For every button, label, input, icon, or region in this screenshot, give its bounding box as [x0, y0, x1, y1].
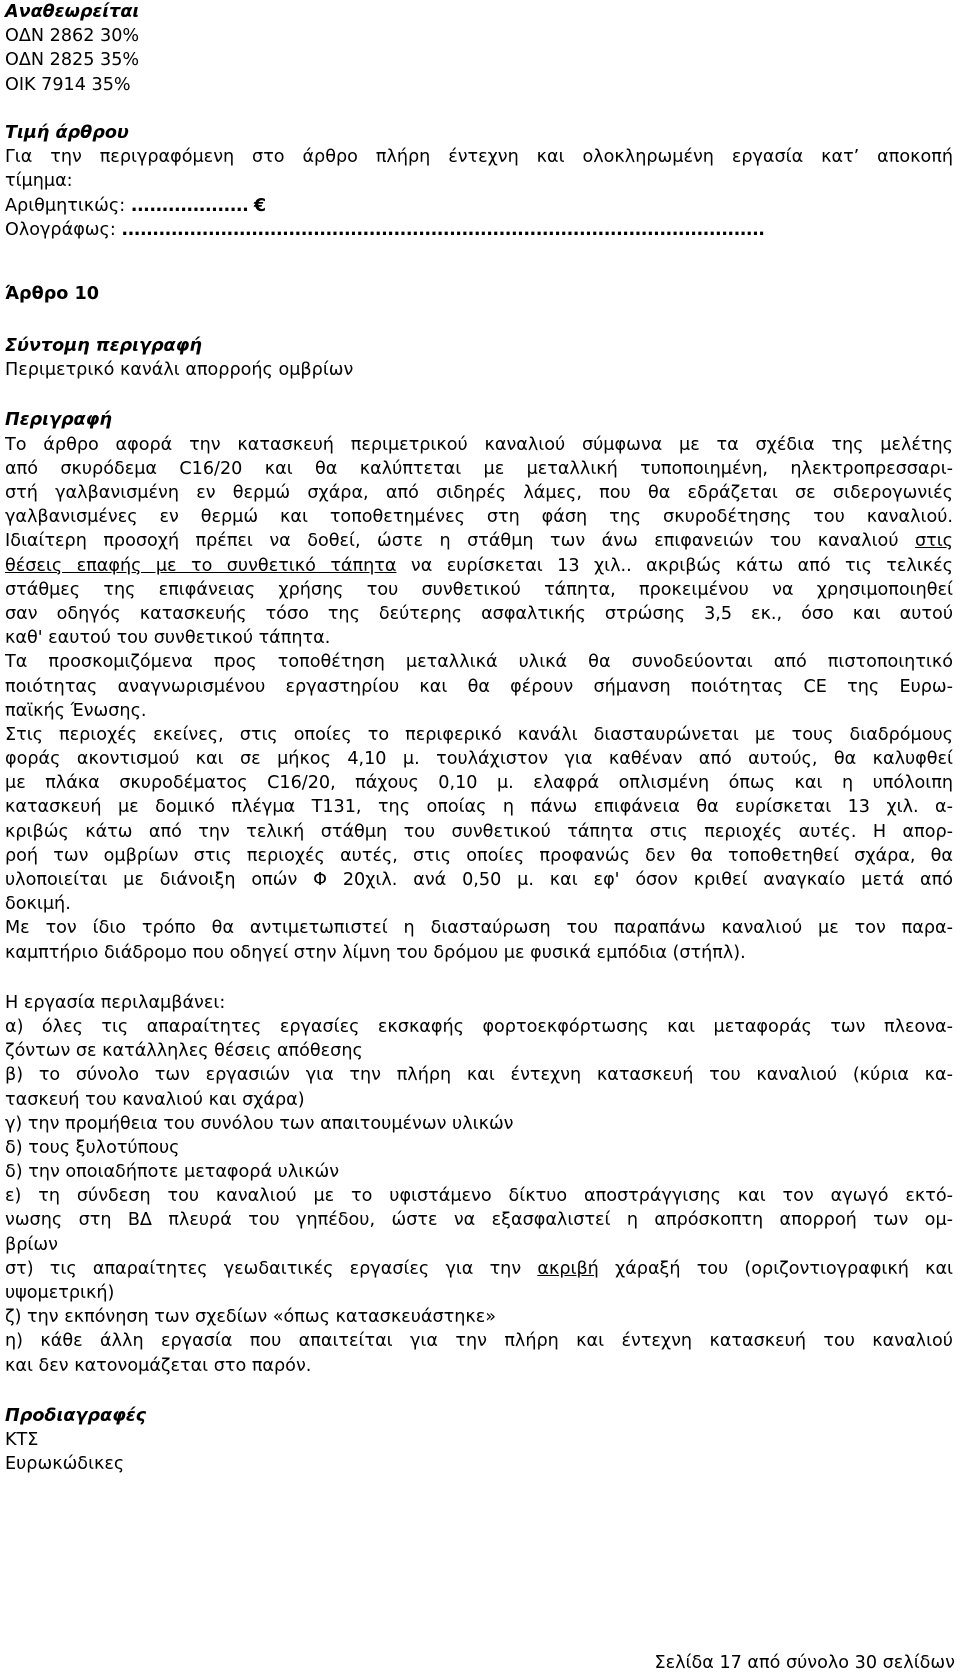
description-line: Το άρθρο αφορά την κατασκευή περιμετρικού καναλιού σύμφωνα με τα σχέδια της μελέτης: [5, 434, 953, 455]
description-line: κατασκευή με δομικό πλέγμα Τ131, της οποίας η πάνω επιφάνεια θα ευρίσκεται 13 χιλ. α-: [5, 797, 953, 818]
description-line: θέσεις επαφής με το συνθετικό τάπητα να ευρίσκεται 13 χιλ.. ακριβώς κάτω από τις τελικές: [5, 555, 953, 576]
document-page: [5, 0, 953, 1476]
underlined-text: στις: [914, 531, 953, 552]
description-line: κριβώς κάτω από την τελική στάθμη του συνθετικού τάπητα στις περιοχές αυτές. Η απορ-: [5, 821, 953, 842]
work-item: δ) την οποιαδήποτε μεταφορά υλικών: [5, 1162, 340, 1183]
description-line: με πλάκα σκυροδέματος C16/20, πάχους 0,10 μ. ελαφρά οπλισμένη όπως και η υπόλοιπη: [5, 773, 953, 794]
price-heading: Τιμή άρθρου: [5, 122, 129, 143]
price-text: τίμημα:: [5, 171, 73, 192]
work-item: ε) τη σύνδεση του καναλιού με το υφιστάμενο δίκτυο αποστράγγισης και τον αγωγό εκτό-: [5, 1186, 953, 1207]
work-item: β) το σύνολο των εργασιών για την πλήρη και έντεχνη κατασκευή του καναλιού (κύρια κα-: [5, 1065, 953, 1086]
work-item: δ) τους ξυλοτύπους: [5, 1137, 180, 1158]
article-title: Άρθρο 10: [5, 283, 99, 304]
description-line: φοράς ακοντισμού και σε μήκος 4,10 μ. τουλάχιστον για καθέναν από αυτούς, θα καλυφθεί: [5, 749, 953, 770]
page-footer: Σελίδα 17 από σύνολο 30 σελίδων: [654, 1653, 955, 1673]
revision-row: ΟΙΚ 7914 35%: [5, 74, 131, 95]
work-item: ζ) την εκπόνηση των σχεδίων «όπως κατασκευάστηκε»: [5, 1307, 497, 1328]
description-line: στάθμες της επιφάνειας χρήσης του συνθετικού τάπητα, προκειμένου να χρησιμοποιηθεί: [5, 579, 953, 600]
description-line: Ιδιαίτερη προσοχή πρέπει να δοθεί, ώστε η στάθμη των άνω επιφανειών του καναλιού στις: [5, 531, 953, 552]
description-line: ροή των ομβρίων στις περιοχές αυτές, στις οποίες προφανώς δεν θα τοποθετηθεί σχάρα, θα: [5, 845, 953, 866]
work-intro: Η εργασία περιλαμβάνει:: [5, 992, 226, 1013]
price-numeric-label: Αριθμητικώς:: [5, 195, 131, 216]
work-item: η) κάθε άλλη εργασία που απαιτείται για την πλήρη και έντεχνη κατασκευή του καναλιού: [5, 1331, 953, 1352]
revision-row: ΟΔΝ 2825 35%: [5, 50, 140, 71]
description-line: Τα προσκομιζόμενα προς τοποθέτηση μεταλλικά υλικά θα συνοδεύονται από πιστοποιητικό: [5, 652, 953, 673]
work-item: στ) τις απαραίτητες γεωδαιτικές εργασίες για την ακριβή χάραξή του (οριζοντιογραφική και: [5, 1258, 953, 1279]
specifications-heading: Προδιαγραφές: [5, 1405, 147, 1426]
specification-item: Ευρωκώδικες: [5, 1454, 125, 1475]
work-item: νωσης στη ΒΔ πλευρά του γηπέδου, ώστε να εξασφαλιστεί η απρόσκοπτη απορροή των ομ-: [5, 1210, 953, 1231]
work-item: γ) την προμήθεια του συνόλου των απαιτουμένων υλικών: [5, 1113, 514, 1134]
description-line: καμπτήριο διάδρομο που οδηγεί στην λίμνη του δρόμου με φυσικά εμπόδια (στήπλ).: [5, 942, 746, 963]
price-words-row: [5, 218, 953, 242]
description-line: ποιότητας αναγνωρισμένου εργαστηρίου και θα φέρουν σήμανση ποιότητας CE της Ευρω-: [5, 676, 953, 697]
description-line: δοκιμή.: [5, 894, 71, 915]
description-line: υλοποιείται με διάνοιξη οπών Φ 20χιλ. ανά 0,50 μ. και εφ' όσον κριθεί αναγκαίο μετά από: [5, 870, 953, 890]
revision-row: ΟΔΝ 2862 30%: [5, 26, 140, 47]
work-item: και δεν κατονομάζεται στο παρόν.: [5, 1355, 312, 1376]
revision-heading: Αναθεωρείται: [5, 2, 140, 22]
description-line: σαν οδηγός κατασκευής τόσο της δεύτερης ασφαλτικής στρώσης 3,5 εκ., όσο και αυτού: [5, 603, 953, 624]
specification-item: ΚΤΣ: [5, 1429, 39, 1450]
description-heading: Περιγραφή: [5, 410, 112, 431]
short-description-text: Περιμετρικό κανάλι απορροής ομβρίων: [5, 360, 354, 381]
work-item: υψομετρική): [5, 1283, 115, 1303]
price-words-label: Ολογράφως:: [5, 219, 122, 240]
work-item: βρίων: [5, 1234, 58, 1255]
work-item: ζόντων σε κατάλληλες θέσεις απόθεσης: [5, 1041, 363, 1062]
price-numeric-row: [5, 194, 953, 218]
work-item: τασκευή του καναλιού και σχάρα): [5, 1089, 305, 1110]
description-line: στή γαλβανισμένη εν θερμώ σχάρα, από σιδηρές λάμες, που θα εδράζεται σε σιδερογωνιές: [5, 483, 953, 503]
short-description-heading: Σύντομη περιγραφή: [5, 336, 202, 357]
price-text: Για την περιγραφόμενη στο άρθρο πλήρη έντεχνη και ολοκληρωμένη εργασία κατ’ αποκοπή: [5, 147, 953, 168]
description-line: Με τον ίδιο τρόπο θα αντιμετωπιστεί η διασταύρωση του παραπάνω καναλιού με τον παρα-: [5, 918, 953, 939]
description-line: παϊκής Ένωσης.: [5, 700, 147, 721]
work-item: α) όλες τις απαραίτητες εργασίες εκσκαφής φορτοεκφόρτωσης και μεταφοράς των πλεονα-: [5, 1016, 953, 1037]
description-line: καθ' εαυτού του συνθετικού τάπητα.: [5, 628, 331, 649]
price-words-dots: ........................................................................................................: [121, 219, 765, 240]
underlined-text: ακριβή: [537, 1258, 599, 1279]
description-line: από σκυρόδεμα C16/20 και θα καλύπτεται με μεταλλική τυποποιημένη, ηλεκτροπρεσσαρι-: [5, 458, 953, 479]
euro-icon: €: [253, 195, 267, 216]
description-line: γαλβανισμένες εν θερμώ και τοποθετημένες στη φάση της σκυροδέτησης του καναλιού.: [5, 507, 953, 528]
underlined-text: θέσεις επαφής με το συνθετικό τάπητα: [5, 555, 397, 576]
description-line: Στις περιοχές εκείνες, στις οποίες το περιφερικό κανάλι διασταυρώνεται με τους διαδρόμους: [5, 724, 953, 745]
price-numeric-dots: ...................: [130, 195, 249, 216]
